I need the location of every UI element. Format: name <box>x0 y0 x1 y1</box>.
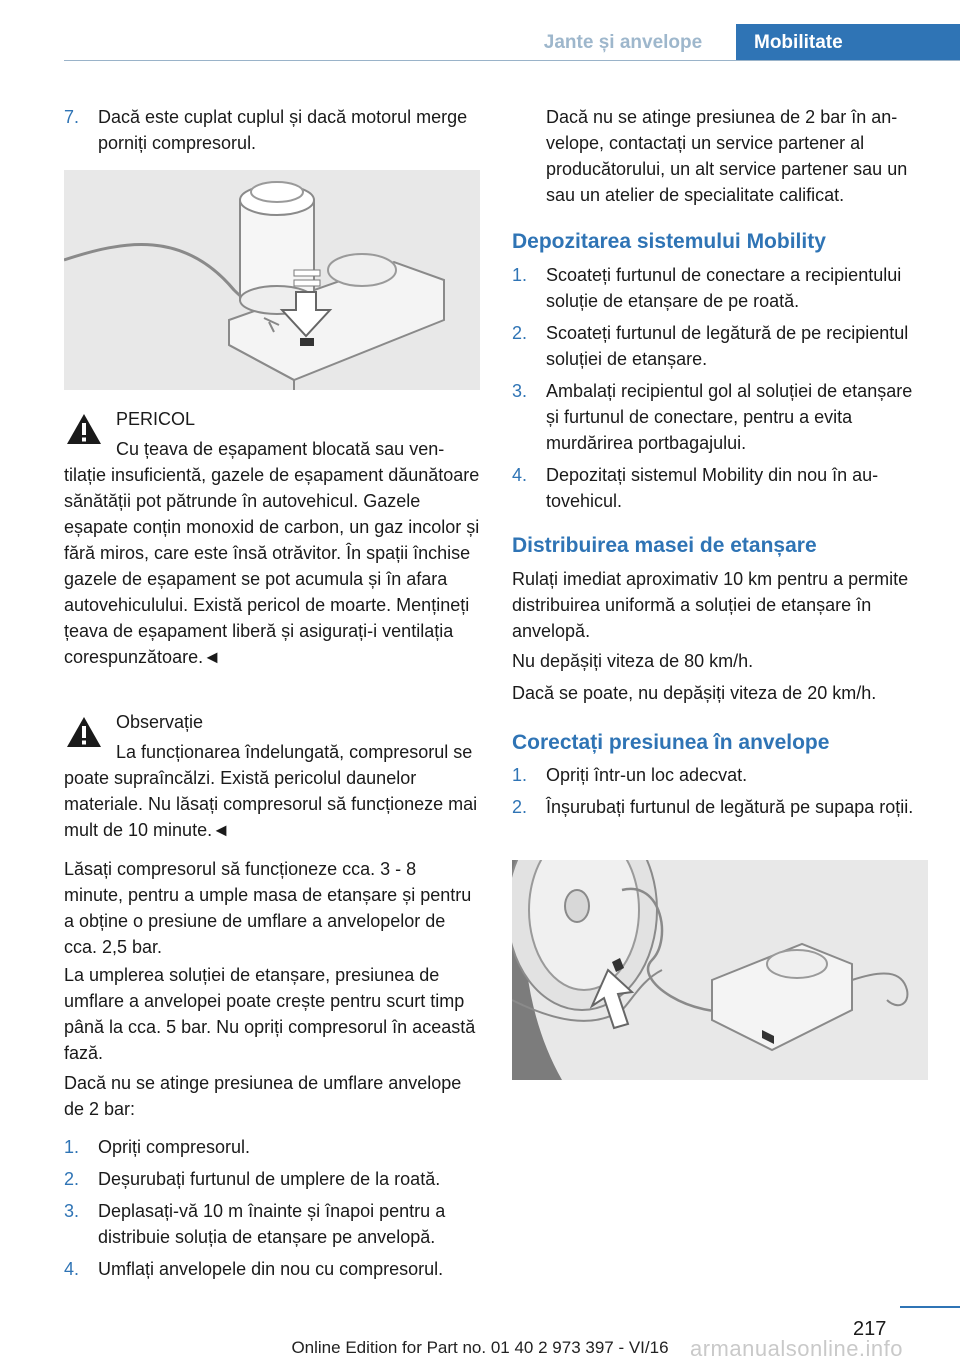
list-number: 2. <box>512 797 528 817</box>
header-section-tab: Jante și anvelope <box>543 32 703 53</box>
list-text: Opriți compresorul. <box>98 1137 251 1157</box>
paragraph-speed-limit: Nu depășiți viteza de 80 km/h. <box>512 651 754 671</box>
heading-distribution: Distribuirea masei de etanșare <box>512 534 817 557</box>
list-text: Ambalați recipientul gol al soluției de etanșare și furtunul de conectare, pentru a evita murdărirea portbagajului. <box>546 381 913 453</box>
list-item <box>64 1166 480 1192</box>
list-number: 4. <box>64 1259 80 1279</box>
list-item <box>512 794 930 820</box>
list-item <box>512 762 930 788</box>
list-number: 1. <box>512 265 528 285</box>
paragraph-fill-time: Lăsați compresorul să funcționeze cca. 3 - 8 minute, pentru a umple masa de etanșare și pentru a obține o presiune de umflare a anvelopelor de cca. 2,5 bar. <box>64 859 472 957</box>
list-number: 3. <box>64 1201 80 1221</box>
heading-correct-pressure: Corectați presiunea în anvelope <box>512 731 830 754</box>
list-text: Umflați anvelopele din nou cu compresorul. <box>98 1259 444 1279</box>
header-chapter-tab: Mobilitate <box>736 24 960 61</box>
danger-text <box>64 436 480 670</box>
paragraph-pressure-rise: La umplerea soluției de etanșare, presiunea de umflare a anvelopei poate crește pentru scurt timp până la cca. 5 bar. Nu opriți compresorul în această fază. <box>64 965 476 1063</box>
list-item <box>512 378 930 456</box>
paragraph-distribution: Rulați imediat aproximativ 10 km pentru a permite distribuirea uniformă a soluției de etanșare în anvelopă. <box>512 569 909 641</box>
list-text: Opriți într-un loc adecvat. <box>546 765 748 785</box>
note-text <box>64 739 480 843</box>
list-number: 3. <box>512 381 528 401</box>
list-number: 2. <box>64 1169 80 1189</box>
note-title: Observație <box>116 712 204 732</box>
list-item <box>512 262 930 314</box>
page-number: 217 <box>853 1318 887 1340</box>
step-text: Dacă este cuplat cuplul și dacă motorul merge porniți compresorul. <box>98 107 468 153</box>
watermark: armanualsonline.info <box>690 1336 904 1361</box>
compressor-illustration <box>64 170 480 390</box>
list-number: 2. <box>512 323 528 343</box>
footer-edition: Online Edition for Part no. 01 40 2 973 397 - VI/16 <box>291 1338 669 1357</box>
list-item <box>64 1256 480 1282</box>
list-text: Înșurubați furtunul de legătură pe supapa roții. <box>546 797 914 817</box>
danger-title: PERICOL <box>116 409 196 429</box>
paragraph-service-contact: Dacă nu se atinge presiunea de 2 bar în anvelope, contactați un service partener al producătorului, un alt service partener sau un sau un atelier de specialitate calificat. <box>546 107 908 205</box>
list-item <box>512 320 930 372</box>
paragraph-pressure-low: Dacă nu se atinge presiunea de umflare anvelope de 2 bar: <box>64 1073 462 1119</box>
list-text: Scoateți furtunul de conectare a recipientului soluție de etanșare de pe roată. <box>546 265 902 311</box>
heading-storage: Depozitarea sistemului Mobility <box>512 230 826 253</box>
danger-body: Cu țeava de eșapament blocată sau ventilație insuficientă, gazele de eșapament dăunătoare sănătății pot pătrunde în autovehicul. Gazele eșapate conțin monoxid de carbon, un gaz incolor și fără miros, care este însă otrăvitor. În spații închise gazele de eșapament se pot acumula și în afara autovehiculului. Există pericol de moarte. Mențineți țeava de eșapament liberă și asigurați-i ventilația corespunzătoare.◄ <box>64 439 480 667</box>
list-item <box>512 462 930 514</box>
compressor-drawing <box>64 170 480 390</box>
list-item <box>64 1134 480 1160</box>
tire-inflation-illustration <box>512 860 928 1080</box>
step-number: 7. <box>64 107 80 127</box>
header-divider <box>64 60 960 61</box>
footer-accent-line <box>900 1306 960 1308</box>
step-7 <box>64 104 480 156</box>
note-body: La funcționarea îndelungată, compresorul se poate supraîncălzi. Există pericolul daunelor materiale. Nu lăsați compresorul să funcționeze mai mult de 10 minute.◄ <box>64 742 478 840</box>
list-text: Scoateți furtunul de legătură de pe recipientul soluției de etanșare. <box>546 323 909 369</box>
tire-drawing <box>512 860 928 1080</box>
list-number: 4. <box>512 465 528 485</box>
paragraph-speed-recommended: Dacă se poate, nu depășiți viteza de 20 km/h. <box>512 683 877 703</box>
list-text: Deșurubați furtunul de umplere de la roată. <box>98 1169 441 1189</box>
list-item <box>64 1198 480 1250</box>
list-text: Depozitați sistemul Mobility din nou în autovehicul. <box>546 465 879 511</box>
list-number: 1. <box>64 1137 80 1157</box>
list-number: 1. <box>512 765 528 785</box>
list-text: Deplasați-vă 10 m înainte și înapoi pentru a distribuie soluția de etanșare pe anvelopă. <box>98 1201 446 1247</box>
